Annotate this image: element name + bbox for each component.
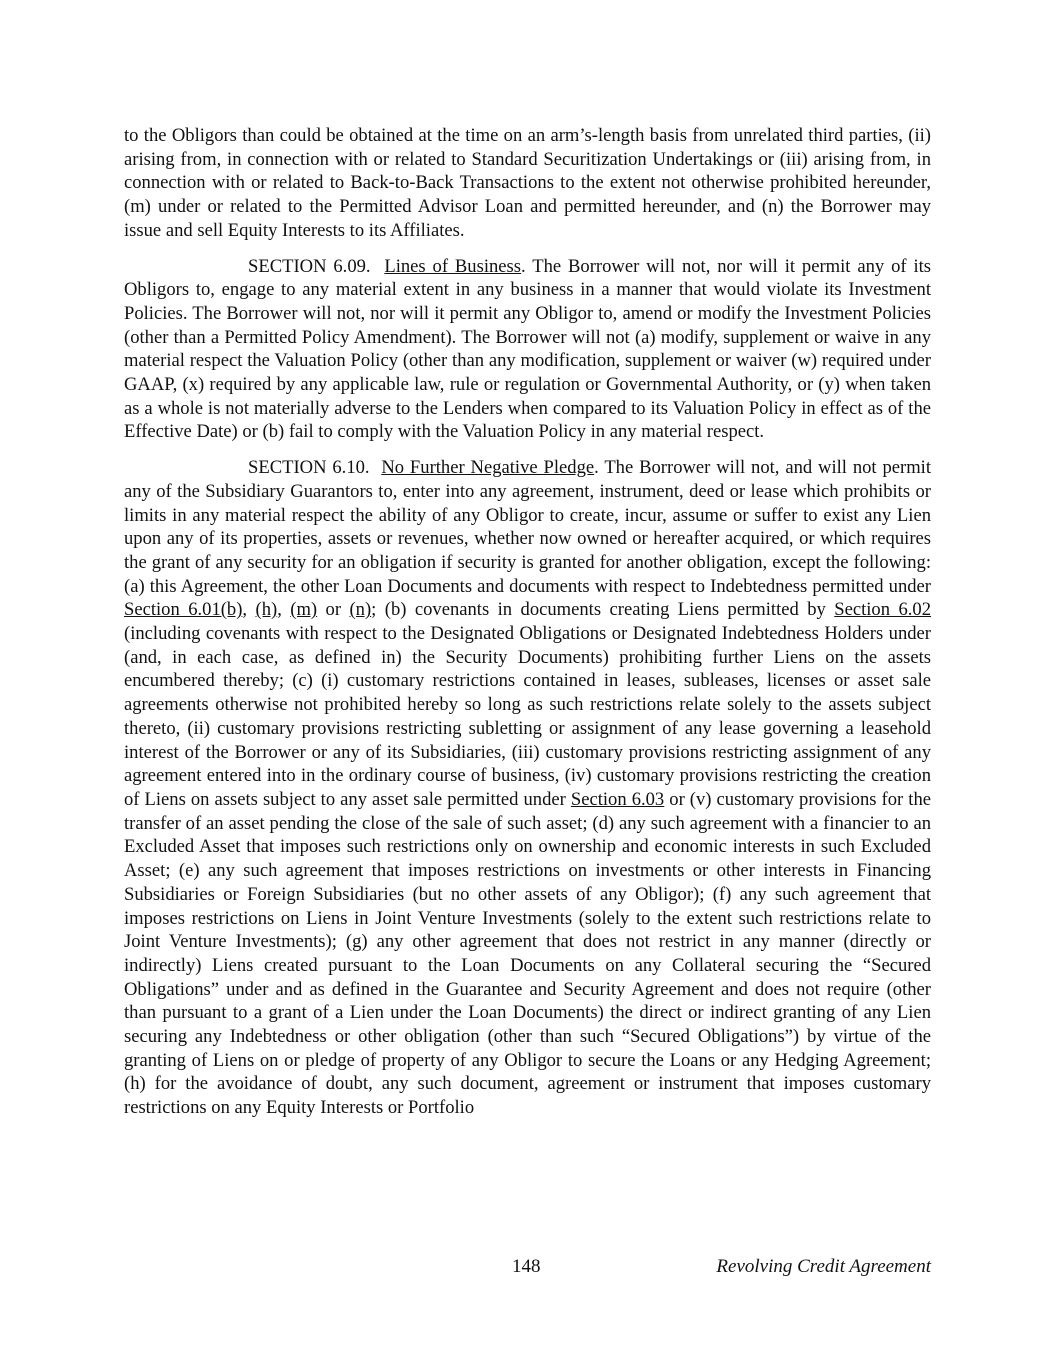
continued-paragraph: to the Obligors than could be obtained at the time on an arm’s-length basis from unrelated third parties, (ii) arising from, in connection with or related to Standard Securitization Undertakings or (iii) arising from, in connection with or related to Back-to-Back Transactions to the extent not otherwise prohibited hereunder, (m) under or related to the Permitted Advisor Loan and permitted hereunder, and (n) the Borrower may issue and sell Equity Interests to its Affiliates.	[124, 125, 931, 241]
cross-reference: (h)	[255, 599, 278, 621]
section-number: SECTION 6.10.	[248, 457, 370, 479]
section-text: or (v) customary provisions for the transfer of an asset pending the close of the sale of such asset; (d) any such agreement with a financier to an Excluded Asset that imposes such restrictions only on ownership and economic interests in such Excluded Asset; (e) any such agreement that imposes restrictions on investments or other interests in Financing Subsidiaries or Foreign Subsidiaries (but no other assets of any Obligor); (f) any such agreement that imposes restrictions on Liens in Joint Venture Investments (solely to the extent such restrictions relate to Joint Venture Investments); (g) any other agreement that does not restrict in any manner (directly or indirectly) Liens created pursuant to the Loan Documents on any Collateral securing the “Secured Obligations” under and as defined in the Guarantee and Security Agreement and does not require (other than pursuant to a grant of a Lien under the Loan Documents) the direct or indirect granting of any Lien securing any Indebtedness or other obligation (other than such “Secured Obligations”) by virtue of the granting of Liens on or pledge of property of any Obligor to secure the Loans or any Hedging Agreement; (h) for the avoidance of doubt, any such document, agreement or instrument that imposes customary restrictions on any Equity Interests or Portfolio	[124, 788, 931, 1119]
separator: ,	[242, 599, 256, 621]
section-text: (including covenants with respect to the Designated Obligations or Designated Indebtedness Holders under (and, in each case, as defined in) the Security Documents) prohibiting further Liens on the assets encumbered thereby; (c) (i) customary restrictions contained in leases, subleases, licenses or asset sale agreements otherwise not prohibited hereby so long as such restrictions relate solely to the assets subject thereto, (ii) customary provisions restricting subletting or assignment of any lease governing a leasehold interest of the Borrower or any of its Subsidiaries, (iii) customary provisions restricting assignment of any agreement entered into in the ordinary course of business, (iv) customary provisions restricting the creation of Liens on assets subject to any asset sale permitted under	[124, 623, 931, 810]
cross-reference: Section 6.01(b)	[124, 599, 243, 621]
section-heading: Lines of Business	[384, 255, 522, 277]
section-text: . The Borrower will not, and will not permit any of the Subsidiary Guarantors to, enter into any agreement, instrument, deed or lease which prohibits or limits in any material respect the ability of any Obligor to create, incur, assume or suffer to exist any Lien upon any of its properties, assets or revenues, whether now owned or hereafter acquired, or which requires the grant of any security for an obligation if security is granted for another obligation, except the following: (a) this Agreement, the other Loan Documents and documents with respect to Indebtedness permitted under	[124, 457, 932, 597]
cross-reference: Section 6.03	[570, 788, 665, 810]
cross-reference: Section 6.02	[834, 599, 931, 621]
separator: ,	[277, 599, 291, 621]
page-footer	[124, 1256, 931, 1282]
document-title: Revolving Credit Agreement	[716, 1256, 931, 1277]
section-number: SECTION 6.09.	[248, 255, 371, 277]
section-heading: No Further Negative Pledge	[381, 457, 595, 479]
separator: or	[317, 599, 350, 621]
section-body: . The Borrower will not, nor will it permit any of its Obligors to, engage to any material extent in any business in a manner that would violate its Investment Policies. The Borrower will not, nor will it permit any Obligor to, amend or modify the Investment Policies (other than a Permitted Policy Amendment). The Borrower will not (a) modify, supplement or waive in any material respect the Valuation Policy (other than any modification, supplement or waiver (w) required under GAAP, (x) required by any applicable law, rule or regulation or Governmental Authority, or (y) when taken as a whole is not materially adverse to the Lenders when compared to its Valuation Policy in effect as of the Effective Date) or (b) fail to comply with the Valuation Policy in any material respect.	[124, 255, 932, 443]
page-number: 148	[512, 1256, 541, 1277]
cross-reference: (m)	[290, 599, 318, 621]
section-6-09	[124, 255, 931, 445]
document-page	[124, 124, 931, 1132]
section-6-10	[124, 456, 931, 1120]
cross-reference: (n)	[349, 599, 372, 621]
section-text: ; (b) covenants in documents creating Liens permitted by	[371, 599, 835, 621]
